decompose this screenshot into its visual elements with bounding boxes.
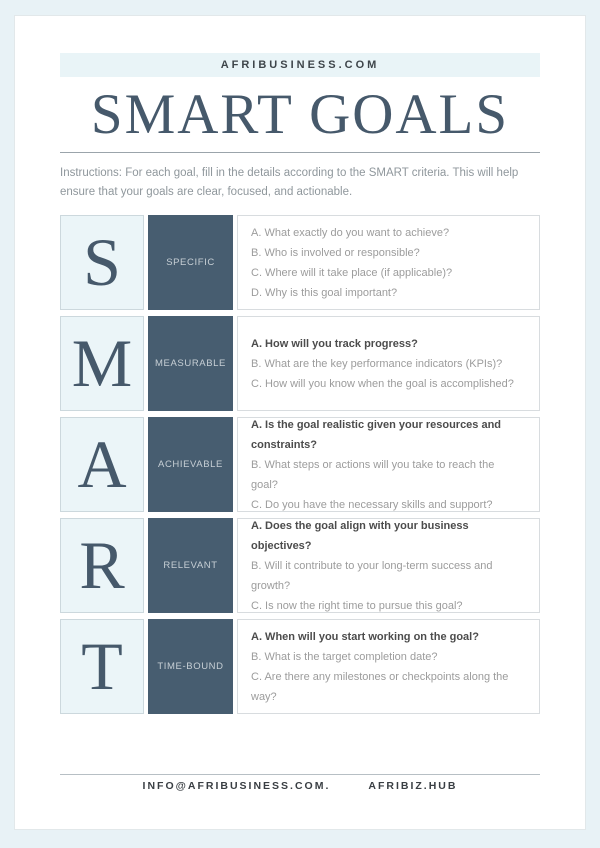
question-line: C. Where will it take place (if applicable)? (251, 266, 453, 279)
question-line: C. Is now the right time to pursue this goal? (251, 599, 463, 612)
letter-cell (60, 619, 144, 714)
smart-table (60, 215, 540, 714)
question-line: B. What steps or actions will you take to reach the goal? (251, 458, 495, 491)
criteria-letter: R (79, 527, 125, 603)
question-line: A. What exactly do you want to achieve? (251, 226, 450, 239)
criteria-label-cell (148, 417, 233, 512)
letter-cell (60, 215, 144, 310)
smart-row (60, 316, 540, 411)
question-line: A. Is the goal realistic given your resources and constraints? (251, 418, 502, 451)
letter-cell (60, 417, 144, 512)
criteria-label: SPECIFIC (166, 257, 215, 268)
smart-row (60, 619, 540, 714)
worksheet-card (14, 15, 586, 830)
questions-cell (237, 417, 540, 512)
question-line: A. How will you track progress? (251, 337, 418, 350)
letter-cell (60, 316, 144, 411)
footer-email: INFO@AFRIBUSINESS.COM. (142, 780, 331, 792)
criteria-label: RELEVANT (163, 560, 218, 571)
criteria-label-cell (148, 316, 233, 411)
questions-cell (237, 316, 540, 411)
site-banner (60, 53, 540, 77)
question-line: B. What are the key performance indicators (KPIs)? (251, 357, 503, 370)
page-title: SMART GOALS (90, 83, 510, 146)
question-line: B. Who is involved or responsible? (251, 246, 420, 259)
worksheet-content (15, 16, 585, 792)
questions-cell (237, 215, 540, 310)
smart-row (60, 215, 540, 310)
footer (60, 774, 540, 792)
criteria-letter: T (81, 628, 123, 704)
criteria-label: ACHIEVABLE (158, 459, 223, 470)
criteria-label-cell (148, 215, 233, 310)
criteria-label: TIME-BOUND (157, 661, 224, 672)
site-name: AFRIBUSINESS.COM (220, 59, 380, 71)
letter-cell (60, 518, 144, 613)
smart-row (60, 518, 540, 613)
question-line: C. How will you know when the goal is accomplished? (251, 377, 514, 390)
question-line: B. What is the target completion date? (251, 650, 438, 663)
footer-handle: AFRIBIZ.HUB (368, 780, 458, 792)
questions-cell (237, 619, 540, 714)
question-line: C. Are there any milestones or checkpoints along the way? (251, 670, 509, 703)
criteria-letter: A (77, 426, 127, 502)
criteria-letter: M (71, 325, 133, 401)
question-line: C. Do you have the necessary skills and support? (251, 498, 493, 511)
criteria-label-cell (148, 518, 233, 613)
question-line: A. When will you start working on the goal? (251, 630, 479, 643)
question-line: A. Does the goal align with your business objectives? (251, 519, 469, 552)
smart-row (60, 417, 540, 512)
criteria-label: MEASURABLE (155, 358, 226, 369)
criteria-label-cell (148, 619, 233, 714)
instructions-text: Instructions: For each goal, fill in the details according to the SMART criteria. This will help ensure that your goals are clear, focused, and actionable. (60, 167, 519, 198)
question-line: D. Why is this goal important? (251, 286, 398, 299)
question-line: B. Will it contribute to your long-term success and growth? (251, 559, 493, 592)
footer-divider (60, 774, 540, 775)
questions-cell (237, 518, 540, 613)
title-divider (60, 152, 540, 153)
footer-text (60, 780, 540, 792)
criteria-letter: S (83, 224, 121, 300)
